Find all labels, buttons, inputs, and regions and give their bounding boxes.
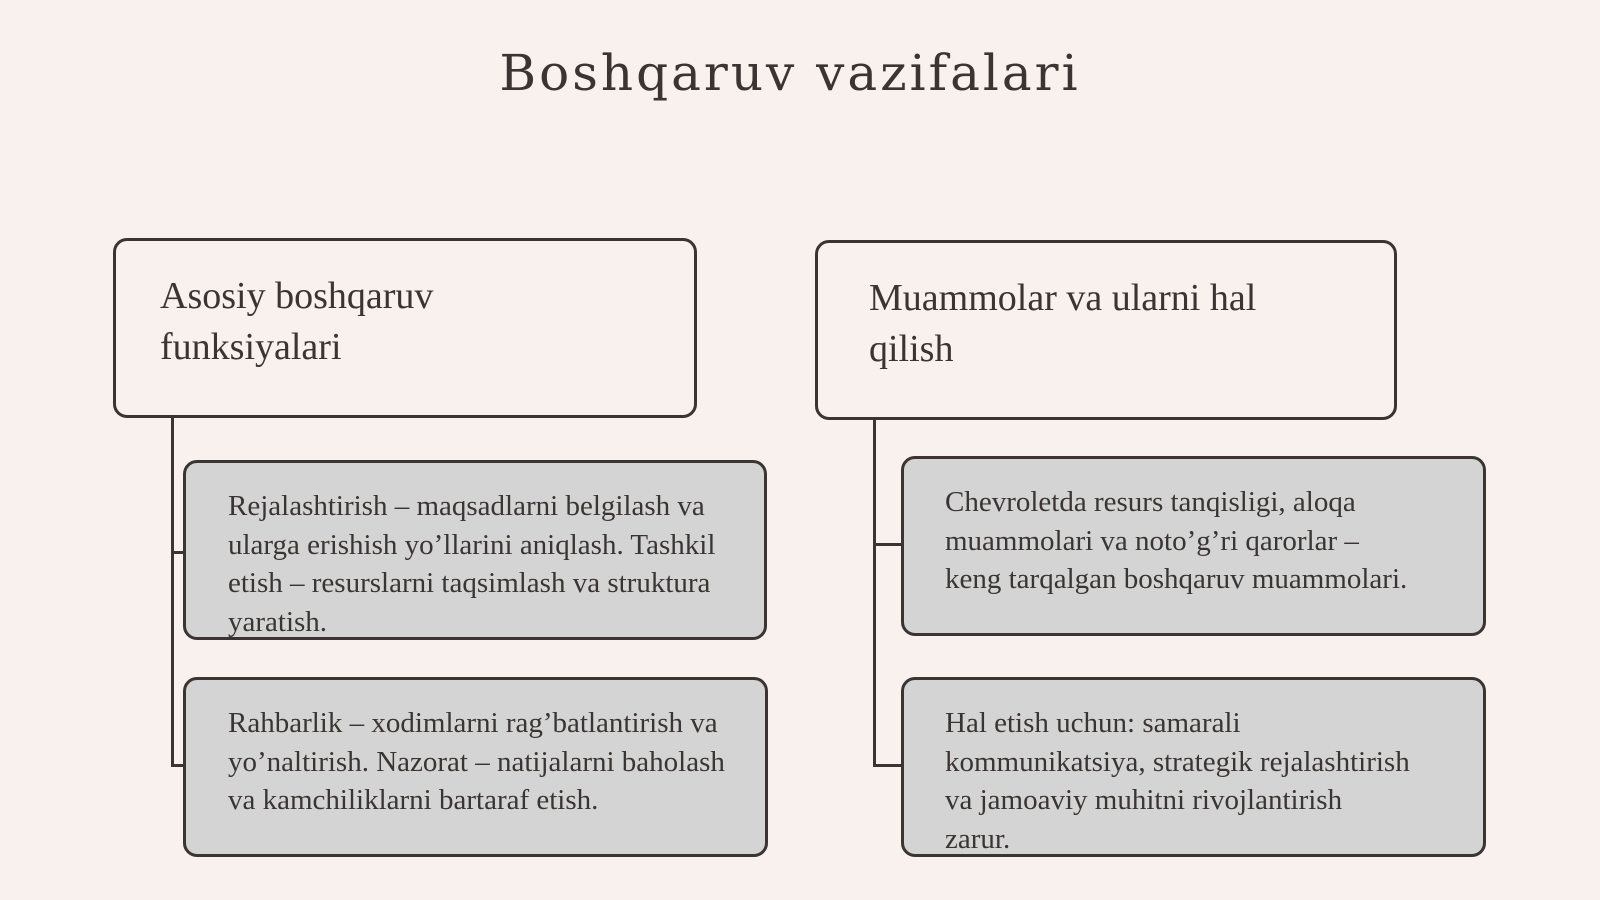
detail-box-solutions: Hal etish uchun: samarali kommunikatsiya, strategik rejalashtirish va jamoaviy muhitni rivojlantirish zarur. [901, 677, 1486, 857]
detail-box-planning-organizing: Rejalashtirish – maqsadlarni belgilash va ularga erishish yo’llarini aniqlash. Tashkil etish – resurslarni taqsimlash va struktura yaratish. [183, 460, 767, 640]
connector-trunk-left [171, 418, 174, 766]
detail-box-problems: Chevroletda resurs tanqisligi, aloqa muammolari va noto’g’ri qarorlar – keng tarqalgan boshqaruv muammolari. [901, 456, 1486, 636]
detail-box-leading-controlling: Rahbarlik – xodimlarni rag’batlantirish va yo’naltirish. Nazorat – natijalarni baholash va kamchiliklarni bartaraf etish. [183, 677, 768, 857]
slide-title: Boshqaruv vazifalari [499, 44, 1081, 102]
header-box-main-functions: Asosiy boshqaruv funksiyalari [113, 238, 697, 418]
connector-branch-right-2 [873, 764, 903, 767]
header-box-problems-solutions: Muammolar va ularni hal qilish [815, 240, 1397, 420]
connector-branch-right-1 [873, 543, 903, 546]
connector-trunk-right [873, 420, 876, 767]
